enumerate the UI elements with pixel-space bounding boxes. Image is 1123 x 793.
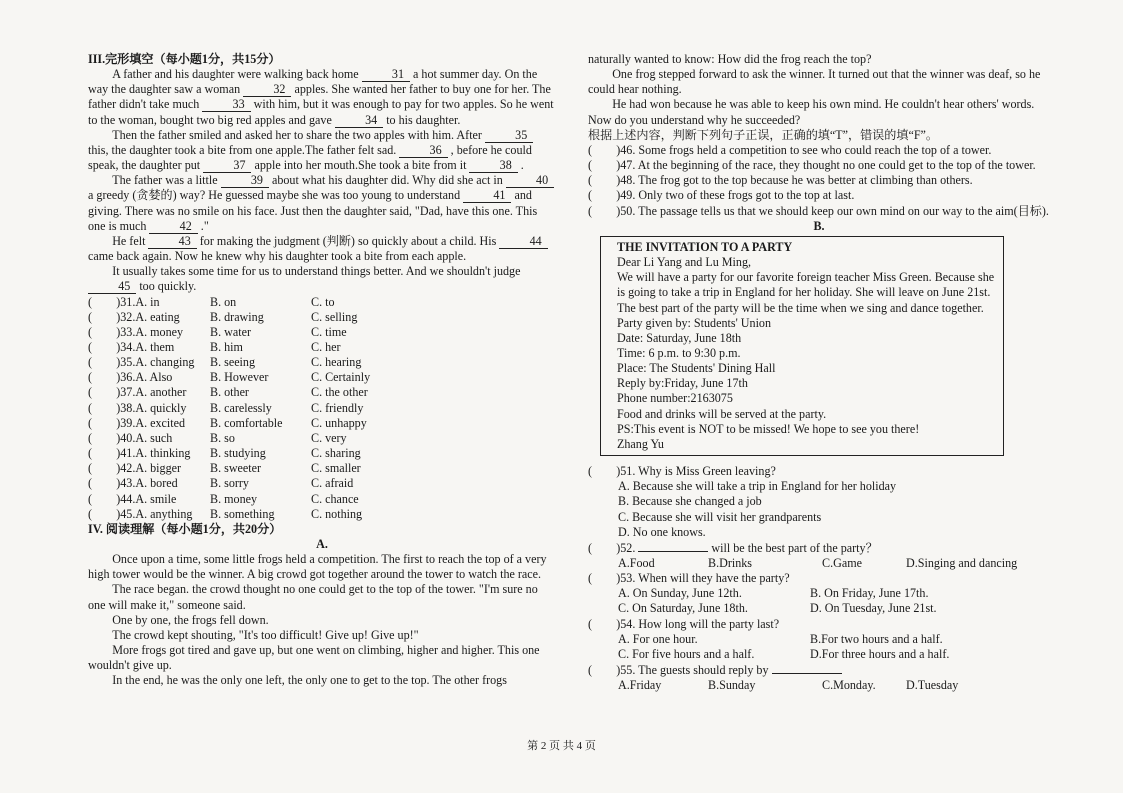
- option-row: [88, 385, 556, 400]
- invitation-line: Dear Li Yang and Lu Ming,: [617, 255, 752, 270]
- cloze-paragraph: [88, 264, 556, 294]
- cloze-paragraph: [88, 234, 556, 264]
- option-choice: ( )37.A. another: [88, 385, 187, 400]
- cloze-blank: 43: [148, 235, 196, 249]
- option-choice: C. hearing: [311, 355, 362, 370]
- option-choice: C. nothing: [311, 506, 363, 521]
- option-row: [88, 325, 556, 340]
- passage-paragraph: The crowd kept shouting, "It's too difficult! Give up! Give up!": [112, 627, 419, 642]
- option-choice: C. to: [311, 294, 335, 309]
- cloze-text: The father was a little: [112, 173, 218, 188]
- option-choice: B. However: [210, 370, 269, 385]
- cloze-text: .": [200, 218, 209, 233]
- option-choice: ( )43.A. bored: [88, 476, 178, 491]
- cloze-blank: 38: [469, 159, 517, 173]
- answer-option: A.Friday: [618, 678, 662, 693]
- option-row: [88, 416, 556, 431]
- option-choice: B. on: [210, 294, 237, 309]
- cloze-blank: 40: [506, 174, 554, 188]
- true-false-questions: [588, 143, 1050, 219]
- passage-paragraph: One by one, the frogs fell down.: [112, 612, 269, 627]
- option-choice: B. carelessly: [210, 400, 272, 415]
- passage-paragraph: More frogs got tired and gave up, but one went on climbing, higher and higher. This one wouldn't give up.: [88, 643, 540, 673]
- answer-option: D.Singing and dancing: [906, 556, 1018, 570]
- question-52-text: will be the best part of the party？: [711, 540, 878, 555]
- answer-option: B.Drinks: [708, 556, 753, 570]
- cloze-text: with him, but it was enough to pay for two apples. So he went to the woman, bought two big red apples and gave: [88, 97, 554, 127]
- option-choice: B. something: [210, 506, 275, 521]
- answer-option: D. On Tuesday, June 21st.: [810, 601, 937, 616]
- option-choice: ( )44.A. smile: [88, 491, 177, 506]
- option-choice: B. money: [210, 491, 258, 506]
- answer-blank: [638, 540, 708, 552]
- reading-passage-a-continued: [588, 52, 1050, 128]
- cloze-text: Then the father smiled and asked her to share the two apples with him. After: [112, 127, 482, 142]
- option-choice: C. her: [311, 339, 341, 354]
- answer-option: C.Monday.: [822, 678, 876, 693]
- cloze-text: He felt: [112, 233, 146, 248]
- cloze-text: It usually takes some time for us to understand things better. And we shouldn't judge: [112, 264, 521, 279]
- cloze-paragraph: [88, 173, 556, 234]
- tf-question: ( )47. At the beginning of the race, they thought no one could get to the top of the tower.: [588, 158, 1036, 173]
- part-b-label: B.: [813, 218, 825, 233]
- cloze-blank: 31: [362, 68, 410, 82]
- option-choice: ( )34.A. them: [88, 339, 175, 354]
- option-row: [88, 461, 556, 476]
- cloze-passage: [88, 67, 556, 294]
- option-choice: B. seeing: [210, 355, 256, 370]
- option-row: [88, 340, 556, 355]
- option-choice: ( )45.A. anything: [88, 506, 193, 521]
- cloze-blank: 42: [149, 220, 197, 234]
- option-row: [88, 401, 556, 416]
- answer-option: D.For three hours and a half.: [810, 646, 950, 661]
- cloze-blank: 32: [243, 83, 291, 97]
- cloze-text: a greedy (贪婪的) way? He guessed maybe she was too young to understand: [88, 188, 461, 203]
- answer-option: C. On Saturday, June 18th.: [618, 601, 748, 616]
- option-choice: ( )39.A. excited: [88, 415, 186, 430]
- option-choice: B. him: [210, 339, 243, 354]
- cloze-blank: 36: [399, 144, 447, 158]
- cloze-paragraph: [88, 67, 556, 128]
- cloze-blank: 45: [88, 280, 136, 294]
- cloze-text: for making the judgment (判断) so quickly about a child. His: [199, 233, 497, 248]
- option-row: [88, 431, 556, 446]
- option-choice: C. very: [311, 430, 347, 445]
- option-choice: C. time: [311, 324, 347, 339]
- cloze-text: apple into her mouth.She took a bite from it: [254, 158, 467, 173]
- cloze-options: [88, 295, 556, 522]
- cloze-text: and giving. There was no smile on his face. Just then the daughter said, "Dad, have this one. This one is much: [88, 188, 538, 233]
- passage-paragraph: naturally wanted to know: How did the frog reach the top?: [588, 52, 872, 66]
- option-choice: C. selling: [311, 309, 358, 324]
- option-choice: ( )33.A. money: [88, 324, 184, 339]
- option-row: [88, 446, 556, 461]
- option-choice: ( )31.A. in: [88, 294, 160, 309]
- question-52-options: [588, 556, 1050, 571]
- answer-option: B. On Friday, June 17th.: [810, 586, 929, 601]
- option-choice: B. sweeter: [210, 461, 262, 476]
- invitation-line: Reply by:Friday, June 17th: [617, 376, 748, 391]
- invitation-line: Date: Saturday, June 18th: [617, 330, 742, 345]
- option-choice: C. smaller: [311, 461, 361, 476]
- invitation-line: Food and drinks will be served at the party.: [617, 406, 827, 421]
- cloze-text: came back again. Now he knew why his daughter took a bite from each apple.: [88, 249, 467, 264]
- cloze-blank: 37: [203, 159, 251, 173]
- tf-question: ( )46. Some frogs held a competition to see who could reach the top of a tower.: [588, 142, 992, 157]
- answer-option: B.For two hours and a half.: [810, 631, 943, 646]
- tf-question: ( )50. The passage tells us that we should keep our own mind on our way to the aim(目标).: [588, 203, 1049, 218]
- question-52-number: ( )52.: [588, 540, 636, 555]
- cloze-text: , before he could speak, the daughter put: [88, 142, 532, 173]
- option-choice: B. sorry: [210, 476, 249, 491]
- cloze-blank: 34: [335, 114, 383, 128]
- invitation-line: We will have a party for our favorite foreign teacher Miss Green. Because she is going to take a trip in England for her holiday. She will leave on June 21st.: [617, 270, 995, 300]
- answer-option: D. No one knows.: [618, 524, 706, 539]
- cloze-text: this, the daughter took a bite from one apple.The father felt sad.: [88, 142, 397, 157]
- passage-paragraph: One frog stepped forward to ask the winner. It turned out that the winner was deaf, so he could hear nothing.: [588, 67, 1041, 97]
- option-choice: C. friendly: [311, 400, 364, 415]
- answer-option: B. Because she changed a job: [618, 494, 762, 509]
- option-choice: ( )41.A. thinking: [88, 446, 191, 461]
- question-55: [588, 662, 1050, 678]
- invitation-line: PS:This event is NOT to be missed! We hope to see you there!: [617, 421, 920, 436]
- option-choice: B. drawing: [210, 309, 264, 324]
- answer-option: C.Game: [822, 556, 862, 570]
- invitation-title: THE INVITATION TO A PARTY: [617, 239, 793, 254]
- option-row: [88, 355, 556, 370]
- cloze-blank: 33: [202, 98, 250, 112]
- tf-instruction: 根据上述内容，判断下列句子正误，正确的填“T”，错误的填“F”。: [588, 127, 939, 142]
- invitation-line: Party given by: Students' Union: [617, 315, 772, 330]
- cloze-text: to his daughter.: [386, 112, 461, 127]
- cloze-text: too quickly.: [139, 279, 197, 294]
- tf-question: ( )49. Only two of these frogs got to the top at last.: [588, 188, 855, 203]
- question-54-options: [588, 632, 1050, 662]
- passage-paragraph: He had won because he was able to keep his own mind. He couldn't hear others' words. Now do you understand why he succeeded?: [588, 97, 1035, 127]
- invitation-line: Time: 6 p.m. to 9:30 p.m.: [617, 345, 741, 360]
- cloze-blank: 41: [463, 189, 511, 203]
- option-choice: ( )35.A. changing: [88, 355, 195, 370]
- question-53: ( )53. When will they have the party?: [588, 571, 790, 586]
- invitation-line: Place: The Students' Dining Hall: [617, 361, 776, 376]
- question-52: [588, 540, 1050, 556]
- option-choice: C. afraid: [311, 476, 354, 491]
- tf-question: ( )48. The frog got to the top because he was better at climbing than others.: [588, 173, 973, 188]
- question-53-options: [588, 586, 1050, 616]
- answer-option: A. For one hour.: [618, 631, 698, 646]
- cloze-blank: 39: [221, 174, 269, 188]
- passage-paragraph: The race began. the crowd thought no one could get to the top of the tower. "I'm sure no one will make it," someone said.: [88, 582, 538, 612]
- passage-paragraph: In the end, he was the only one left, the only one to get to the top. The other frogs: [112, 673, 507, 688]
- section-4-title: IV. 阅读理解（每小题1分，共20分）: [88, 521, 282, 536]
- question-55-options: [588, 678, 1050, 693]
- invitation-line: Zhang Yu: [617, 436, 664, 451]
- option-row: [88, 492, 556, 507]
- option-choice: C. unhappy: [311, 415, 367, 430]
- cloze-text: a hot summer day. On the way the daughter saw a woman: [88, 67, 538, 97]
- page-footer: 第 2 页 共 4 页: [527, 740, 596, 752]
- option-choice: C. the other: [311, 385, 368, 400]
- answer-blank: [772, 662, 842, 674]
- option-choice: ( )38.A. quickly: [88, 400, 187, 415]
- option-choice: B. so: [210, 430, 235, 445]
- passage-paragraph: Once upon a time, some little frogs held a competition. The first to reach the top of a very high tower would be the winner. A big crowd got together around the tower to watch the race.: [88, 552, 547, 582]
- cloze-text: apples. She wanted her father to buy one for her. The father didn't take much: [88, 82, 551, 112]
- option-choice: ( )32.A. eating: [88, 309, 180, 324]
- option-choice: ( )40.A. such: [88, 430, 173, 445]
- option-choice: C. sharing: [311, 446, 361, 461]
- option-row: [88, 476, 556, 491]
- option-choice: ( )36.A. Also: [88, 370, 173, 385]
- answer-option: A. Because she will take a trip in England for her holiday: [618, 479, 897, 494]
- option-row: [88, 507, 556, 522]
- option-choice: B. water: [210, 324, 251, 339]
- option-choice: B. studying: [210, 446, 266, 461]
- cloze-blank: 44: [499, 235, 547, 249]
- question-51-options: [588, 479, 1050, 540]
- left-column: [88, 52, 556, 689]
- invitation-line: The best part of the party will be the time when we sing and dance together.: [617, 300, 984, 315]
- option-choice: C. chance: [311, 491, 359, 506]
- option-row: [88, 295, 556, 310]
- cloze-paragraph: [88, 128, 556, 173]
- answer-option: D.Tuesday: [906, 678, 959, 693]
- answer-option: C. Because she will visit her grandparents: [618, 509, 822, 524]
- option-choice: B. other: [210, 385, 249, 400]
- answer-option: A. On Sunday, June 12th.: [618, 586, 742, 601]
- invitation-box: [600, 236, 1004, 456]
- option-choice: B. comfortable: [210, 415, 283, 430]
- right-column: [588, 52, 1050, 693]
- cloze-text: A father and his daughter were walking back home: [112, 67, 359, 82]
- question-55-text: ( )55. The guests should reply by: [588, 663, 769, 678]
- section-3-title: III.完形填空（每小题1分，共15分）: [88, 52, 281, 66]
- option-choice: ( )42.A. bigger: [88, 461, 182, 476]
- reading-passage-a: [88, 552, 556, 688]
- answer-option: B.Sunday: [708, 678, 756, 693]
- cloze-blank: 35: [485, 129, 533, 143]
- option-row: [88, 370, 556, 385]
- option-choice: C. Certainly: [311, 370, 371, 385]
- cloze-text: about what his daughter did. Why did she act in: [271, 173, 503, 188]
- invitation-line: Phone number:2163075: [617, 391, 733, 406]
- answer-option: A.Food: [618, 556, 655, 570]
- question-51: ( )51. Why is Miss Green leaving?: [588, 464, 776, 479]
- option-row: [88, 310, 556, 325]
- answer-option: C. For five hours and a half.: [618, 646, 755, 661]
- part-a-label: A.: [316, 537, 328, 551]
- cloze-text: .: [520, 158, 524, 173]
- question-54: ( )54. How long will the party last?: [588, 616, 780, 631]
